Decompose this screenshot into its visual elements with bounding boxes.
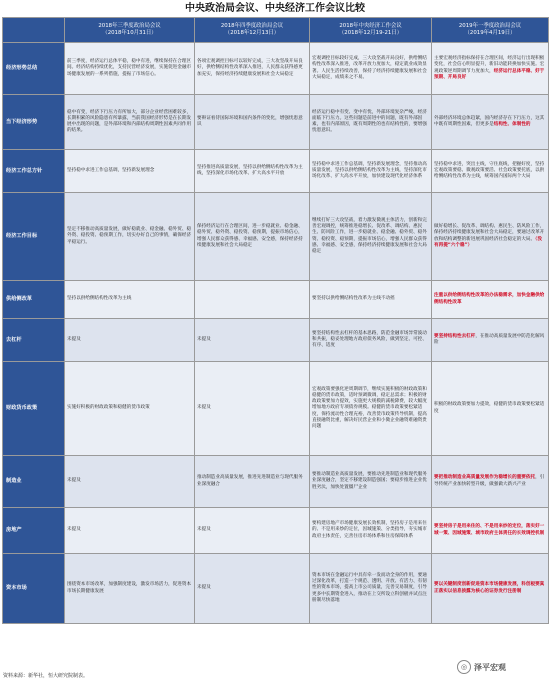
cell-text: 推动制造业高质量发展，推进先进制造业与现代服务业深度融合: [197, 475, 303, 487]
table-cell: [432, 456, 549, 508]
table-row: [3, 95, 549, 150]
page-title: 中央政治局会议、中央经济工作会议比较: [185, 3, 365, 14]
table-cell: [195, 456, 310, 508]
table-cell: [195, 193, 310, 281]
cell-text: 未提及: [67, 527, 81, 533]
table-cell: [195, 95, 310, 150]
cell-text: 要辩证看待国际环境和国内条件的变化，增强忧患意识: [197, 115, 303, 127]
row-header: 去杠杆: [3, 319, 65, 362]
row-header: 制造业: [3, 456, 65, 508]
table-cell: [195, 508, 310, 554]
table-cell: [432, 508, 549, 554]
cell-text: 未提及: [197, 585, 211, 591]
highlight-text: 经济运行总体平稳、好于预期、开局良好: [434, 68, 545, 80]
table-cell: [310, 43, 432, 95]
row-header: 财政货币政策: [3, 362, 65, 456]
highlight-text: 要坚持房子是用来住的、不是用来炒的定位，落实好一城一策、因城施策、城市政府主体责任的长效调控机制: [434, 524, 545, 536]
cell-text: 积极的财政政策要加力提效，稳健的货币政策要松紧适度: [434, 402, 545, 414]
cell-text: 围绕资本市场改革，加强制度建设，激发市场活力，促进资本市场长期健康发展: [67, 582, 192, 594]
cell-text-after: ，引导传统产业加快转型升级，做强做大新兴产业: [434, 475, 545, 487]
table-cell: [65, 508, 195, 554]
table-cell: [65, 319, 195, 362]
cell-text: 主要宏观经济指标保持在合理区间，经济运行出现积极变化，社会信心明显提升，新旧动能转换加快实施。宏观政策逆周期调节力度加大，: [434, 56, 545, 74]
row-header: 经济工作总方针: [3, 150, 65, 193]
cell-text: 未提及: [67, 336, 81, 342]
table-cell: [432, 150, 549, 193]
cell-text: 宏观政策要强化逆周期调节，继续实施积极的财政政策和稳健的货币政策，适时预调微调，稳定总需求；积极的财政政策要加力提效，实施更大规模的减税降费，较大幅度增加地方政府专项债券规模。稳健的货币政策要松紧适度，保持流动性合理充裕，改善货币政策传导机制，提高直接融资比重，解决好民营企业和小微企业融资难融资贵问题: [312, 387, 427, 429]
cell-text: 未提及: [197, 336, 211, 342]
table-row: [3, 43, 549, 95]
cell-text: 坚定不移推动高质量发展，做好稳就业、稳金融、稳外贸、稳外资、稳投资、稳预期工作，切实办好自己的事情，确保经济平稳运行。: [67, 227, 192, 245]
cell-text: 做好稳增长、促改革、调结构、惠民生、防风险工作，保持经济持续健康发展和社会大局稳定，要通过改革开放和结构调整的新进展巩固经济社会稳定的大局。: [434, 224, 545, 242]
table-cell: [65, 43, 195, 95]
column-header: 2018年三季度政治局会议 （2018年10月31日）: [65, 18, 195, 43]
cell-text: 各项宏观调控目标可以较好完成，三大攻坚战开局良好，供给侧结构性改革深入推进，人民群众获得感更加充实，保持经济持续健康发展和社会大局稳定: [197, 59, 303, 77]
highlight-text: 注重以供给侧结构性改革的办法稳需求，加快金融供给侧结构性改革: [434, 293, 545, 305]
table-cell: [310, 193, 432, 281]
highlight-text: （没有再提“六个稳”）: [434, 236, 542, 248]
highlight-text: 要以关键制度创新促进资本市场健康发展，科创板要真正落实以信息披露为核心的证券发行注册制: [434, 582, 545, 594]
cell-text: 坚持以供给侧结构性改革为主线: [67, 296, 132, 302]
highlight-text: 要把推动制造业高质量发展作为稳增长的重要依托: [434, 475, 536, 481]
cell-text: 坚持推进高质量发展，坚持以供给侧结构性改革为主线，坚持深化市场化改革、扩大高水平开放: [197, 164, 303, 176]
table-row: [3, 319, 549, 362]
table-cell: [310, 456, 432, 508]
cell-text: 保持经济运行在合理区间，进一步稳就业、稳金融、稳外贸、稳外资、稳投资、稳预期，提振市场信心，增强人民群众获得感、幸福感、安全感，保持经济持续健康发展和社会大局稳定: [197, 224, 303, 248]
column-header: 2018年四季度政治局会议 （2018年12月13日）: [195, 18, 310, 43]
highlight-text: 要坚持结构性去杠杆: [434, 333, 476, 339]
cell-text: 坚持稳中求进工作总基调，坚持新发展理念，坚持推动高质量发展，坚持以供给侧结构性改革为主线，坚持深化市场化改革、扩大高水平开放，加快建设现代化经济体系: [312, 161, 427, 180]
table-cell: [65, 193, 195, 281]
row-header: 经济工作目标: [3, 193, 65, 281]
cell-text: 外部经济环境总体趋紧，国内经济存在下行压力，这其中既有周期性因素，但更多是: [434, 115, 545, 127]
wechat-icon: ◎: [457, 660, 471, 674]
source-note: 资料来源：新华社，恒大研究院制表。: [3, 673, 89, 679]
cell-text: 宏观调控目标较好完成，三大攻坚战开局良好，供给侧结构性改革深入推进，改革开放力度加大，稳定就业成效显著。人民生活持续改善，保持了经济持续健康发展和社会大局稳定，成绩来之不易。: [312, 56, 427, 80]
table-row: [3, 362, 549, 456]
cell-text: 稳中有变，经济下行压力有所加大，部分企业经营困难较多，长期积累的风险隐患有所暴露，当前我国经济形势是在长期发展中出现的问题，是外部环境和内部结构周期性因素共同作用的结果。: [67, 109, 192, 134]
table-cell: [195, 554, 310, 624]
table-cell: [195, 43, 310, 95]
row-header: 供给侧改革: [3, 281, 65, 319]
table-body: [3, 43, 549, 624]
table-cell: [65, 362, 195, 456]
cell-text: 要构建房地产市场健康发展长效机制，坚持房子是用来住的、不是用来炒的定位，因城施策、分类指导，夯实城市政府主体责任，完善住房市场体系和住房保障体系: [312, 521, 427, 539]
cell-text: 实施好积极的财政政策和稳健的货币政策: [67, 405, 150, 411]
table-row: [3, 281, 549, 319]
cell-text: 未提及: [197, 527, 211, 533]
table-cell: [310, 319, 432, 362]
table-row: [3, 456, 549, 508]
table-cell: [195, 281, 310, 319]
table-cell: [65, 554, 195, 624]
table-cell: [432, 319, 549, 362]
cell-text: 要推动制造业高质量发展，要推动先进制造业和现代服务业深度融合，坚定不移建设制造强国；要稳步推进企业优胜劣汰，加快处置僵尸企业: [312, 472, 427, 490]
cell-text: 坚持稳中求进，突出主线，守住底线，把握好度，坚持宏观政策要稳、微观政策要活、社会政策要托底，以供给侧结构性改革为主线，统筹国内国际两个大局: [434, 161, 545, 180]
table-cell: [310, 508, 432, 554]
table-cell: [195, 319, 310, 362]
watermark: [457, 660, 506, 674]
table-cell: [432, 193, 549, 281]
table-cell: [432, 362, 549, 456]
table-cell: [310, 95, 432, 150]
cell-text-after: ，在推动高质量发展中防范化解风险: [434, 333, 545, 345]
column-header: 2019年一季度政治局会议 （2019年4月19日）: [432, 18, 549, 43]
table-cell: [432, 43, 549, 95]
table-cell: [65, 456, 195, 508]
row-header: 房地产: [3, 508, 65, 554]
cell-text: 未提及: [67, 478, 81, 484]
cell-text: 未提及: [197, 405, 211, 411]
watermark-text: 泽平宏观: [474, 662, 506, 672]
cell-text: 要坚持结构性去杠杆的基本思路，防范金融市场异常波动和共振，稳妥处理地方政府债务风险，做到坚定、可控、有序、适度: [312, 330, 427, 349]
table-cell: [310, 362, 432, 456]
cell-text: 经济运行稳中有变、变中有忧，外部环境复杂严峻，经济面临下行压力。这些问题是前进中的问题，既有外部因素，也有内部原因，既有周期性的也有结构性的，要增强忧患意识。: [312, 109, 427, 134]
table-cell: [65, 150, 195, 193]
cell-text: 资本市场在金融运行中具有牵一发而动全身的作用，要通过深化改革，打造一个规范、透明、开放、有活力、有韧性的资本市场，提高上市公司质量，完善交易制度，引导更多中长期资金进入，推动在上交所设立科创板并试点注册制尽快落地: [312, 573, 427, 603]
table-cell: [432, 95, 549, 150]
corner-cell: [3, 18, 65, 43]
table-cell: [310, 554, 432, 624]
table-cell: [310, 281, 432, 319]
table-row: [3, 150, 549, 193]
table-cell: [195, 150, 310, 193]
table-cell: [310, 150, 432, 193]
table-row: [3, 508, 549, 554]
cell-text: 坚持稳中求进工作总基调，坚持新发展理念: [67, 167, 155, 173]
cell-text: 要坚持以供给侧结构性改革为主线不动摇: [312, 296, 395, 302]
row-header: 资本市场: [3, 554, 65, 624]
table-cell: [432, 554, 549, 624]
cell-text: 继续打好三大攻坚战，着力激发微观主体活力，创新和完善宏观调控，统筹推进稳增长、促改革、调结构、惠民生、防风险工作，进一步稳就业、稳金融、稳外贸、稳外资、稳投资、稳预期，提振市场信心，增强人民群众获得感、幸福感、安全感，保持经济持续健康发展和社会大局稳定: [312, 218, 427, 254]
table-cell: [432, 281, 549, 319]
table-row: [3, 193, 549, 281]
table-cell: [195, 362, 310, 456]
table-cell: [65, 95, 195, 150]
header-row: [3, 18, 549, 43]
table-row: [3, 554, 549, 624]
cell-text: 前三季度，经济运行总体平稳，稳中有进，继续保持在合理区间。经济结构持续优化，支持民营经济发展，实施促进金融市场健康发展的一系列措施，提振了市场信心。: [67, 59, 192, 77]
highlight-text: 结构性、体制性的: [493, 122, 531, 127]
row-header: 经济形势总结: [3, 43, 65, 95]
table-cell: [65, 281, 195, 319]
row-header: 当下经济形势: [3, 95, 65, 150]
comparison-table: [2, 17, 549, 624]
column-header: 2018年中央经济工作会议 （2018年12月19-21日）: [310, 18, 432, 43]
